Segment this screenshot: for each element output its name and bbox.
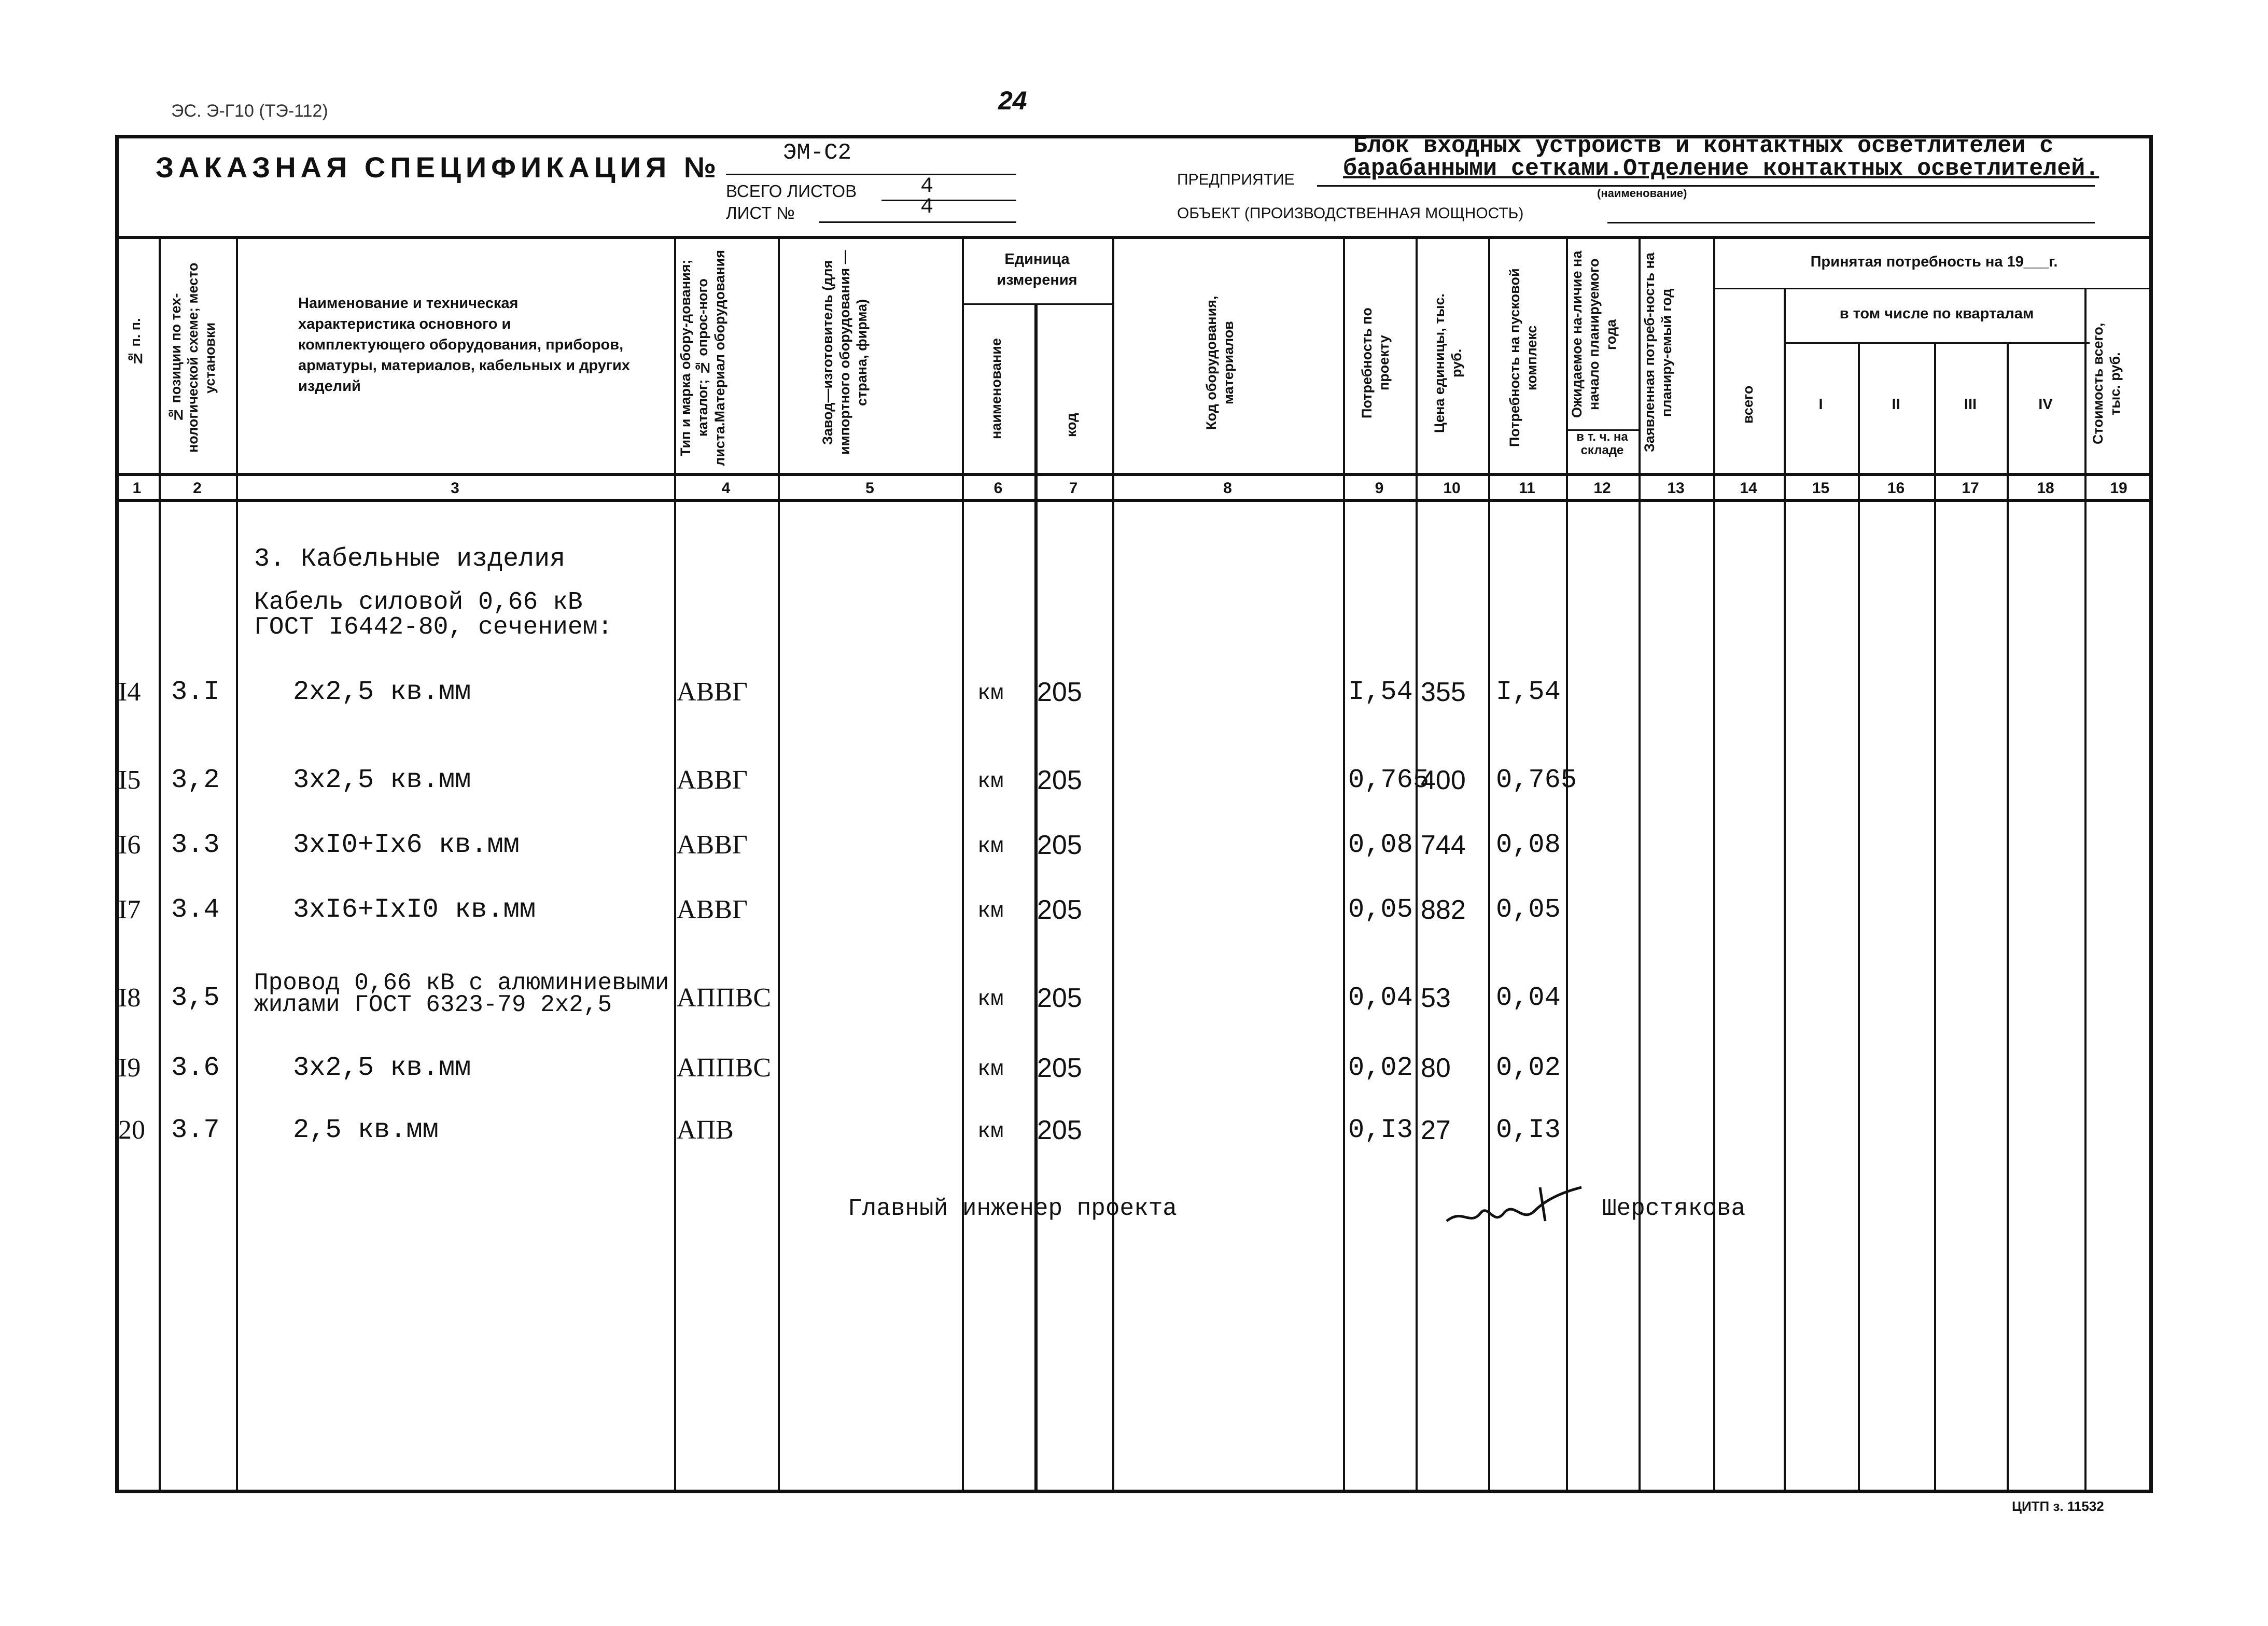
row-pos: 3,2 xyxy=(171,765,220,795)
row-name: 3хI0+Iх6 кв.мм xyxy=(293,830,520,860)
row-need: 0,02 xyxy=(1348,1053,1413,1083)
col-8-header: Код оборудования, материалов xyxy=(1203,296,1236,430)
row-start: 0,I3 xyxy=(1496,1115,1561,1145)
col-number: 5 xyxy=(865,480,874,497)
col-18-header: IV xyxy=(2038,396,2053,413)
group-line-2: ГОСТ I6442-80, сечением: xyxy=(254,613,613,641)
row-start: I,54 xyxy=(1496,677,1561,707)
need-group-header: Принятая потребность на 19___г. xyxy=(1810,254,2058,270)
row-price: 27 xyxy=(1421,1115,1451,1145)
enterprise-line-2: барабанными сетками.Отделение контактных осветлителей. xyxy=(1343,156,2099,182)
row-start: 0,765 xyxy=(1496,765,1577,795)
row-price: 80 xyxy=(1421,1053,1451,1083)
row-name: 3хI6+IхI0 кв.мм xyxy=(293,894,536,925)
row-start: 0,08 xyxy=(1496,830,1561,860)
row-unit: км xyxy=(977,769,1004,794)
sheet-value: 4 xyxy=(920,194,934,219)
col-12-header: Ожидаемое на-личие на начало планируемого года xyxy=(1569,250,1619,418)
sheet-label: ЛИСТ № xyxy=(726,203,795,222)
row-type: АППВС xyxy=(677,1053,772,1083)
row-unit: км xyxy=(977,1119,1004,1144)
col-14-header: всего xyxy=(1740,385,1756,424)
row-name: Провод 0,66 кВ с алюминиевыми xyxy=(254,970,669,997)
row-type: АПВ xyxy=(677,1115,734,1145)
row-pos: 3.4 xyxy=(171,894,220,925)
row-type: АВВГ xyxy=(677,895,748,924)
col-number: 3 xyxy=(451,480,459,497)
row-number: I8 xyxy=(118,983,141,1013)
row-number: I4 xyxy=(118,677,141,707)
col-9-header: Потребность по проекту xyxy=(1359,307,1392,418)
col-3-header: Наименование и техническая характеристика основного и комплектующего оборудования, приборов, арматуры, материалов, кабельных и других изделий xyxy=(298,295,631,395)
col-5-header: Завод—изготовитель (для импортного оборудования —страна, фирма) xyxy=(820,250,870,455)
col-number: 19 xyxy=(2110,480,2127,497)
row-price: 53 xyxy=(1421,983,1451,1013)
col-1-header: № п. п. xyxy=(128,318,143,367)
col-16-header: II xyxy=(1892,396,1900,413)
enterprise-caption: (наименование) xyxy=(1597,187,1687,200)
row-name: 3х2,5 кв.мм xyxy=(293,765,471,795)
form-title: ЗАКАЗНАЯ СПЕЦИФИКАЦИЯ № xyxy=(156,151,721,184)
signature-role: Главный инженер проекта xyxy=(848,1195,1177,1222)
row-type: АВВГ xyxy=(677,677,748,707)
row-code: 205 xyxy=(1037,765,1082,795)
object-label: ОБЪЕКТ (ПРОИЗВОДСТВЕННАЯ МОЩНОСТЬ) xyxy=(1177,205,1524,222)
page-number: 24 xyxy=(998,86,1027,115)
row-start: 0,05 xyxy=(1496,894,1561,925)
col-number: 4 xyxy=(721,480,731,497)
row-unit: км xyxy=(977,681,1004,706)
row-name: 3х2,5 кв.мм xyxy=(293,1053,471,1083)
col-number: 14 xyxy=(1740,480,1757,497)
row-price: 355 xyxy=(1421,677,1466,707)
row-code: 205 xyxy=(1037,895,1082,925)
total-sheets-value: 4 xyxy=(920,174,934,199)
signature-name: Шерстякова xyxy=(1602,1195,1746,1222)
row-pos: 3.I xyxy=(171,677,220,707)
footer-stamp: ЦИТП з. 11532 xyxy=(2012,1498,2104,1514)
row-type: АППВС xyxy=(677,983,772,1013)
row-code: 205 xyxy=(1037,830,1082,860)
col-2-header: № позиции по тех-нологической схеме; место установки xyxy=(168,262,218,453)
row-start: 0,02 xyxy=(1496,1053,1561,1083)
row-need: 0,04 xyxy=(1348,983,1413,1013)
col-number: 15 xyxy=(1812,480,1830,497)
row-number: 20 xyxy=(118,1115,145,1145)
row-number: I6 xyxy=(118,830,141,860)
total-sheets-label: ВСЕГО ЛИСТОВ xyxy=(726,181,857,201)
enterprise-line-1: Блок входных устройств и контактных осветлителей с xyxy=(1353,133,2054,159)
row-pos: 3.3 xyxy=(171,830,220,860)
row-code: 205 xyxy=(1037,677,1082,707)
row-unit: км xyxy=(977,834,1004,859)
col-number: 6 xyxy=(993,480,1003,497)
row-need: 0,I3 xyxy=(1348,1115,1413,1145)
row-number: I5 xyxy=(118,765,141,795)
col-number: 12 xyxy=(1593,480,1611,497)
col-number: 9 xyxy=(1375,480,1384,497)
row-name: 2х2,5 кв.мм xyxy=(293,677,471,707)
row-unit: км xyxy=(977,987,1004,1012)
row-pos: 3.6 xyxy=(171,1053,220,1083)
row-code: 205 xyxy=(1037,1053,1082,1083)
row-code: 205 xyxy=(1037,1115,1082,1145)
row-price: 400 xyxy=(1421,765,1466,795)
col-4-header: Тип и марка обору-дования; каталог; № опрос-ного листа.Материал оборудования xyxy=(678,249,727,466)
row-price: 882 xyxy=(1421,895,1466,925)
section-title: 3. Кабельные изделия xyxy=(254,544,566,574)
col-6-header: наименование xyxy=(988,338,1004,440)
col-number: 17 xyxy=(1962,480,1979,497)
col-10-header: Цена единицы, тыс. руб. xyxy=(1432,293,1464,433)
col-19-header: Стоимость всего, тыс. руб. xyxy=(2090,323,2123,445)
col-number: 10 xyxy=(1443,480,1461,497)
group-line-1: Кабель силовой 0,66 кВ xyxy=(254,588,583,616)
row-start: 0,04 xyxy=(1496,983,1561,1013)
row-need: 0,765 xyxy=(1348,765,1430,795)
col-15-header: I xyxy=(1818,396,1823,413)
enterprise-label: ПРЕДПРИЯТИЕ xyxy=(1177,171,1295,188)
col-11-header: Потребность на пусковой комплекс xyxy=(1507,268,1539,447)
top-stamp: ЭС. Э-Г10 (ТЭ-112) xyxy=(171,101,328,121)
col-12-sub-header: в т. ч. на складе xyxy=(1576,430,1628,457)
row-need: I,54 xyxy=(1348,677,1413,707)
spec-number: ЭМ-С2 xyxy=(783,140,852,166)
row-pos: 3,5 xyxy=(171,983,220,1013)
row-code: 205 xyxy=(1037,983,1082,1013)
row-price: 744 xyxy=(1421,830,1466,860)
col-17-header: III xyxy=(1964,396,1977,413)
col-number: 2 xyxy=(193,480,202,497)
col-number: 16 xyxy=(1887,480,1905,497)
row-name: 2,5 кв.мм xyxy=(293,1115,439,1145)
row-type: АВВГ xyxy=(677,830,748,860)
row-pos: 3.7 xyxy=(171,1115,220,1145)
quarters-group-header: в том числе по кварталам xyxy=(1839,305,2034,322)
row-type: АВВГ xyxy=(677,765,748,795)
unit-group-header: Единица измерения xyxy=(997,251,1077,288)
row-unit: км xyxy=(977,899,1004,923)
col-13-header: Заявленная потреб-ность на планиру-емый год xyxy=(1642,253,1674,453)
col-number: 18 xyxy=(2037,480,2054,497)
row-number: I9 xyxy=(118,1053,141,1083)
col-7-header: код xyxy=(1063,413,1079,438)
row-number: I7 xyxy=(118,895,141,924)
col-number: 7 xyxy=(1069,480,1078,497)
col-number: 8 xyxy=(1223,480,1232,497)
row-name-line-2: жилами ГОСТ 6323-79 2х2,5 xyxy=(254,991,612,1018)
row-need: 0,08 xyxy=(1348,830,1413,860)
row-need: 0,05 xyxy=(1348,894,1413,925)
col-number: 1 xyxy=(132,480,142,497)
signature-mark xyxy=(1441,1177,1592,1234)
col-number: 11 xyxy=(1519,480,1535,497)
col-number: 13 xyxy=(1667,480,1685,497)
row-unit: км xyxy=(977,1057,1004,1082)
